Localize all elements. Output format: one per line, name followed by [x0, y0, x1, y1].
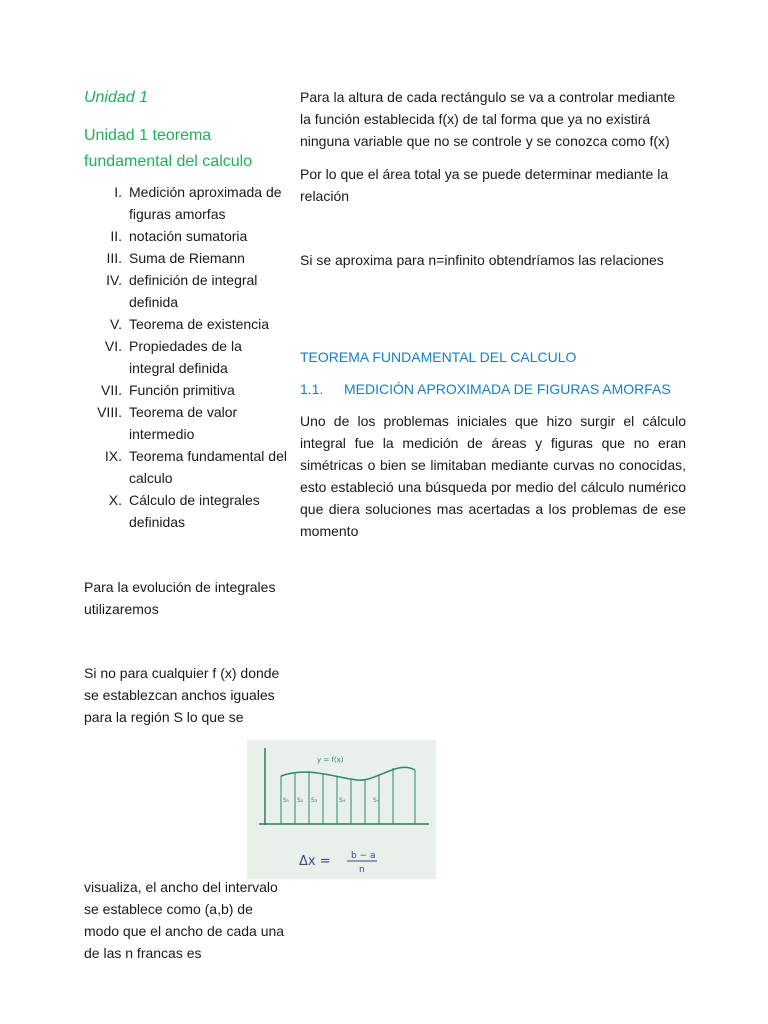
right-paragraph-2: Por lo que el área total ya se puede determinar mediante la relación [300, 166, 669, 204]
table-of-contents [84, 181, 290, 533]
region-label: S₁ [283, 797, 290, 804]
right-paragraph-1: Para la altura de cada rectángulo se va a controlar mediante la función establecida f(x) de tal forma que ya no existirá ninguna variable que no se controle y se conozca como f(x) [300, 89, 676, 149]
formula-denominator: n [359, 865, 365, 875]
left-paragraph-2: Si no para cualquier f (x) donde se establezcan anchos iguales para la región S lo que se [84, 665, 280, 725]
left-paragraph-3: visualiza, el ancho del intervalo se establece como (a,b) de modo que el ancho de cada una de las n francas es [84, 879, 285, 961]
region-label: S₃ [311, 797, 318, 804]
curve-label: y = f(x) [317, 756, 344, 764]
right-paragraph-3: Si se aproxima para n=infinito obtendríamos las relaciones [300, 252, 664, 268]
toc-item: VII. Función primitiva [100, 382, 235, 398]
formula-numerator: b − a [351, 851, 376, 861]
riemann-sketch [247, 740, 436, 879]
toc-item: III. Suma de Riemann [106, 250, 245, 266]
subsection-number: 1.1. [300, 381, 324, 397]
toc-item: II. notación sumatoria [110, 228, 248, 244]
toc-item: I. Medición aproximada de figuras amorfas [114, 184, 282, 222]
unit-heading: Unidad 1 teorema fundamental del calculo [84, 127, 253, 170]
right-column [300, 86, 686, 542]
toc-item: IV. definición de integral definida [106, 272, 258, 310]
riemann-sketch-image [247, 740, 436, 879]
toc-item: V. Teorema de existencia [110, 316, 270, 332]
toc-item: X. Cálculo de integrales definidas [108, 492, 260, 530]
subsection-title: MEDICIÓN APROXIMADA DE FIGURAS AMORFAS [344, 381, 671, 397]
toc-item: VIII. Teorema de valor intermedio [97, 404, 238, 442]
left-column-bottom [84, 876, 290, 964]
toc-item: IX. Teorema fundamental del calculo [104, 448, 287, 486]
unit-title: Unidad 1 [84, 89, 149, 106]
section-heading: TEOREMA FUNDAMENTAL DEL CALCULO [300, 349, 577, 365]
toc-item: VI. Propiedades de la integral definida [104, 338, 242, 376]
right-paragraph-4: Uno de los problemas iniciales que hizo surgir el cálculo integral fue la medición de áreas y figuras que no eran simétricas o bien se limitaban mediante curvas no conocidas, esto estableció una búsqueda por medio del cálculo numérico que diera soluciones mas acertadas a los problemas de ese momento [300, 413, 686, 539]
subsection-heading [300, 378, 686, 400]
left-paragraph-1: Para la evolución de integrales utilizaremos [84, 579, 276, 617]
formula-lhs: Δx = [299, 854, 331, 869]
region-label: S₂ [297, 797, 304, 804]
region-label: S₄ [339, 797, 346, 804]
region-label: Sₙ [373, 797, 380, 804]
left-column [84, 86, 290, 728]
